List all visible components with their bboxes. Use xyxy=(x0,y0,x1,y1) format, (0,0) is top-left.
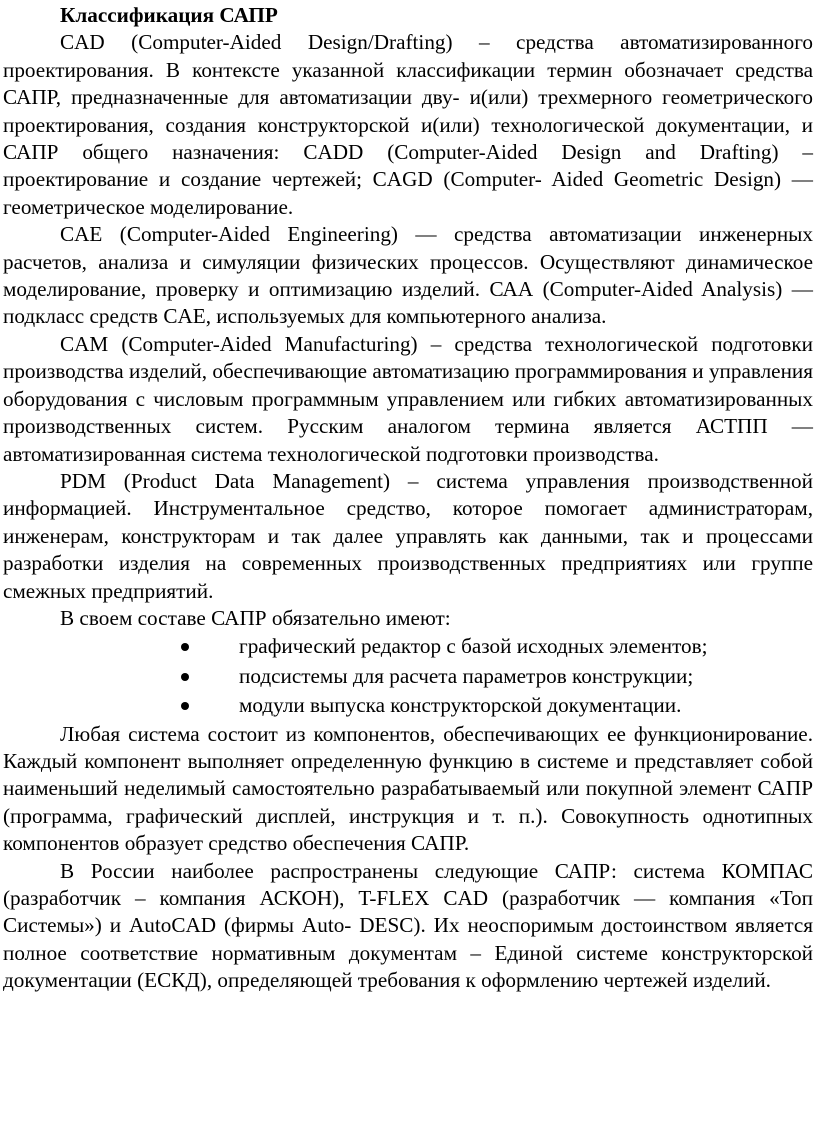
list-item xyxy=(3,662,813,691)
list-item-text: подсистемы для расчета параметров конструкции; xyxy=(239,663,694,688)
paragraph-cam: CAM (Computer-Aided Manufacturing) – средства технологической подготовки производства изделий, обеспечивающие автоматизацию программирования и управления оборудования с числовым программным управлением или гибких автоматизированных производственных систем. Русским аналогом термина является АСТПП — автоматизированная система технологической подготовки производства. xyxy=(3,331,813,466)
paragraph-components: Любая система состоит из компонентов, обеспечивающих ее функционирование. Каждый компонент выполняет определенную функцию в системе и представляет собой наименьший неделимый самостоятельно разрабатываемый или покупной элемент САПР (программа, графический дисплей, инструкция и т. п.). Совокупность однотипных компонентов образует средство обеспечения САПР. xyxy=(3,721,813,856)
bullet-icon xyxy=(181,673,189,681)
list-item xyxy=(3,691,813,720)
list-item-text: модули выпуска конструкторской документации. xyxy=(239,693,682,718)
list-item xyxy=(3,632,813,661)
paragraph-cad: CAD (Computer-Aided Design/Drafting) – средства автоматизированного проектирования. В контексте указанной классификации термин обозначает средства САПР, предназначенные для автоматизации дву- и(или) трехмерного геометрического проектирования, создания конструкторской и(или) технологической документации, и САПР общего назначения: CADD (Computer-Aided Design and Drafting) – проектирование и создание чертежей; CAGD (Computer- Aided Geometric Design) — геометрическое моделирование. xyxy=(3,30,813,219)
list-item-text: графический редактор с базой исходных элементов; xyxy=(239,634,708,659)
paragraph-pdm: PDM (Product Data Management) – система управления производственной информацией. Инструментальное средство, которое помогает администраторам, инженерам, конструкторам и так далее управлять как данными, так и процессами разработки изделия на современных производственных предприятиях или группе смежных предприятий. xyxy=(3,468,813,603)
paragraph-cae: CAE (Computer-Aided Engineering) — средства автоматизации инженерных расчетов, анализа и симуляции физических процессов. Осуществляют динамическое моделирование, проверку и оптимизацию изделий. САА (Computer-Aided Analysis) — подкласс средств CAE, используемых для компьютерного анализа. xyxy=(3,222,813,329)
paragraph-russia: В России наиболее распространены следующие САПР: система КОМПАС (разработчик – компания АСКОН), T-FLEX CAD (разработчик — компания «Топ Системы») и AutoCAD (фирмы Auto- DESC). Их неоспоримым достоинством является полное соответствие нормативным документам – Единой системе конструкторской документации (ЕСКД), определяющей требования к оформлению чертежей изделий. xyxy=(3,858,813,993)
document-title: Классификация САПР xyxy=(60,3,278,27)
bullet-icon xyxy=(181,643,189,651)
paragraph-list-intro: В своем составе САПР обязательно имеют: xyxy=(60,605,451,630)
bullet-icon xyxy=(181,702,189,710)
document-page xyxy=(3,2,813,995)
components-list xyxy=(3,632,813,720)
